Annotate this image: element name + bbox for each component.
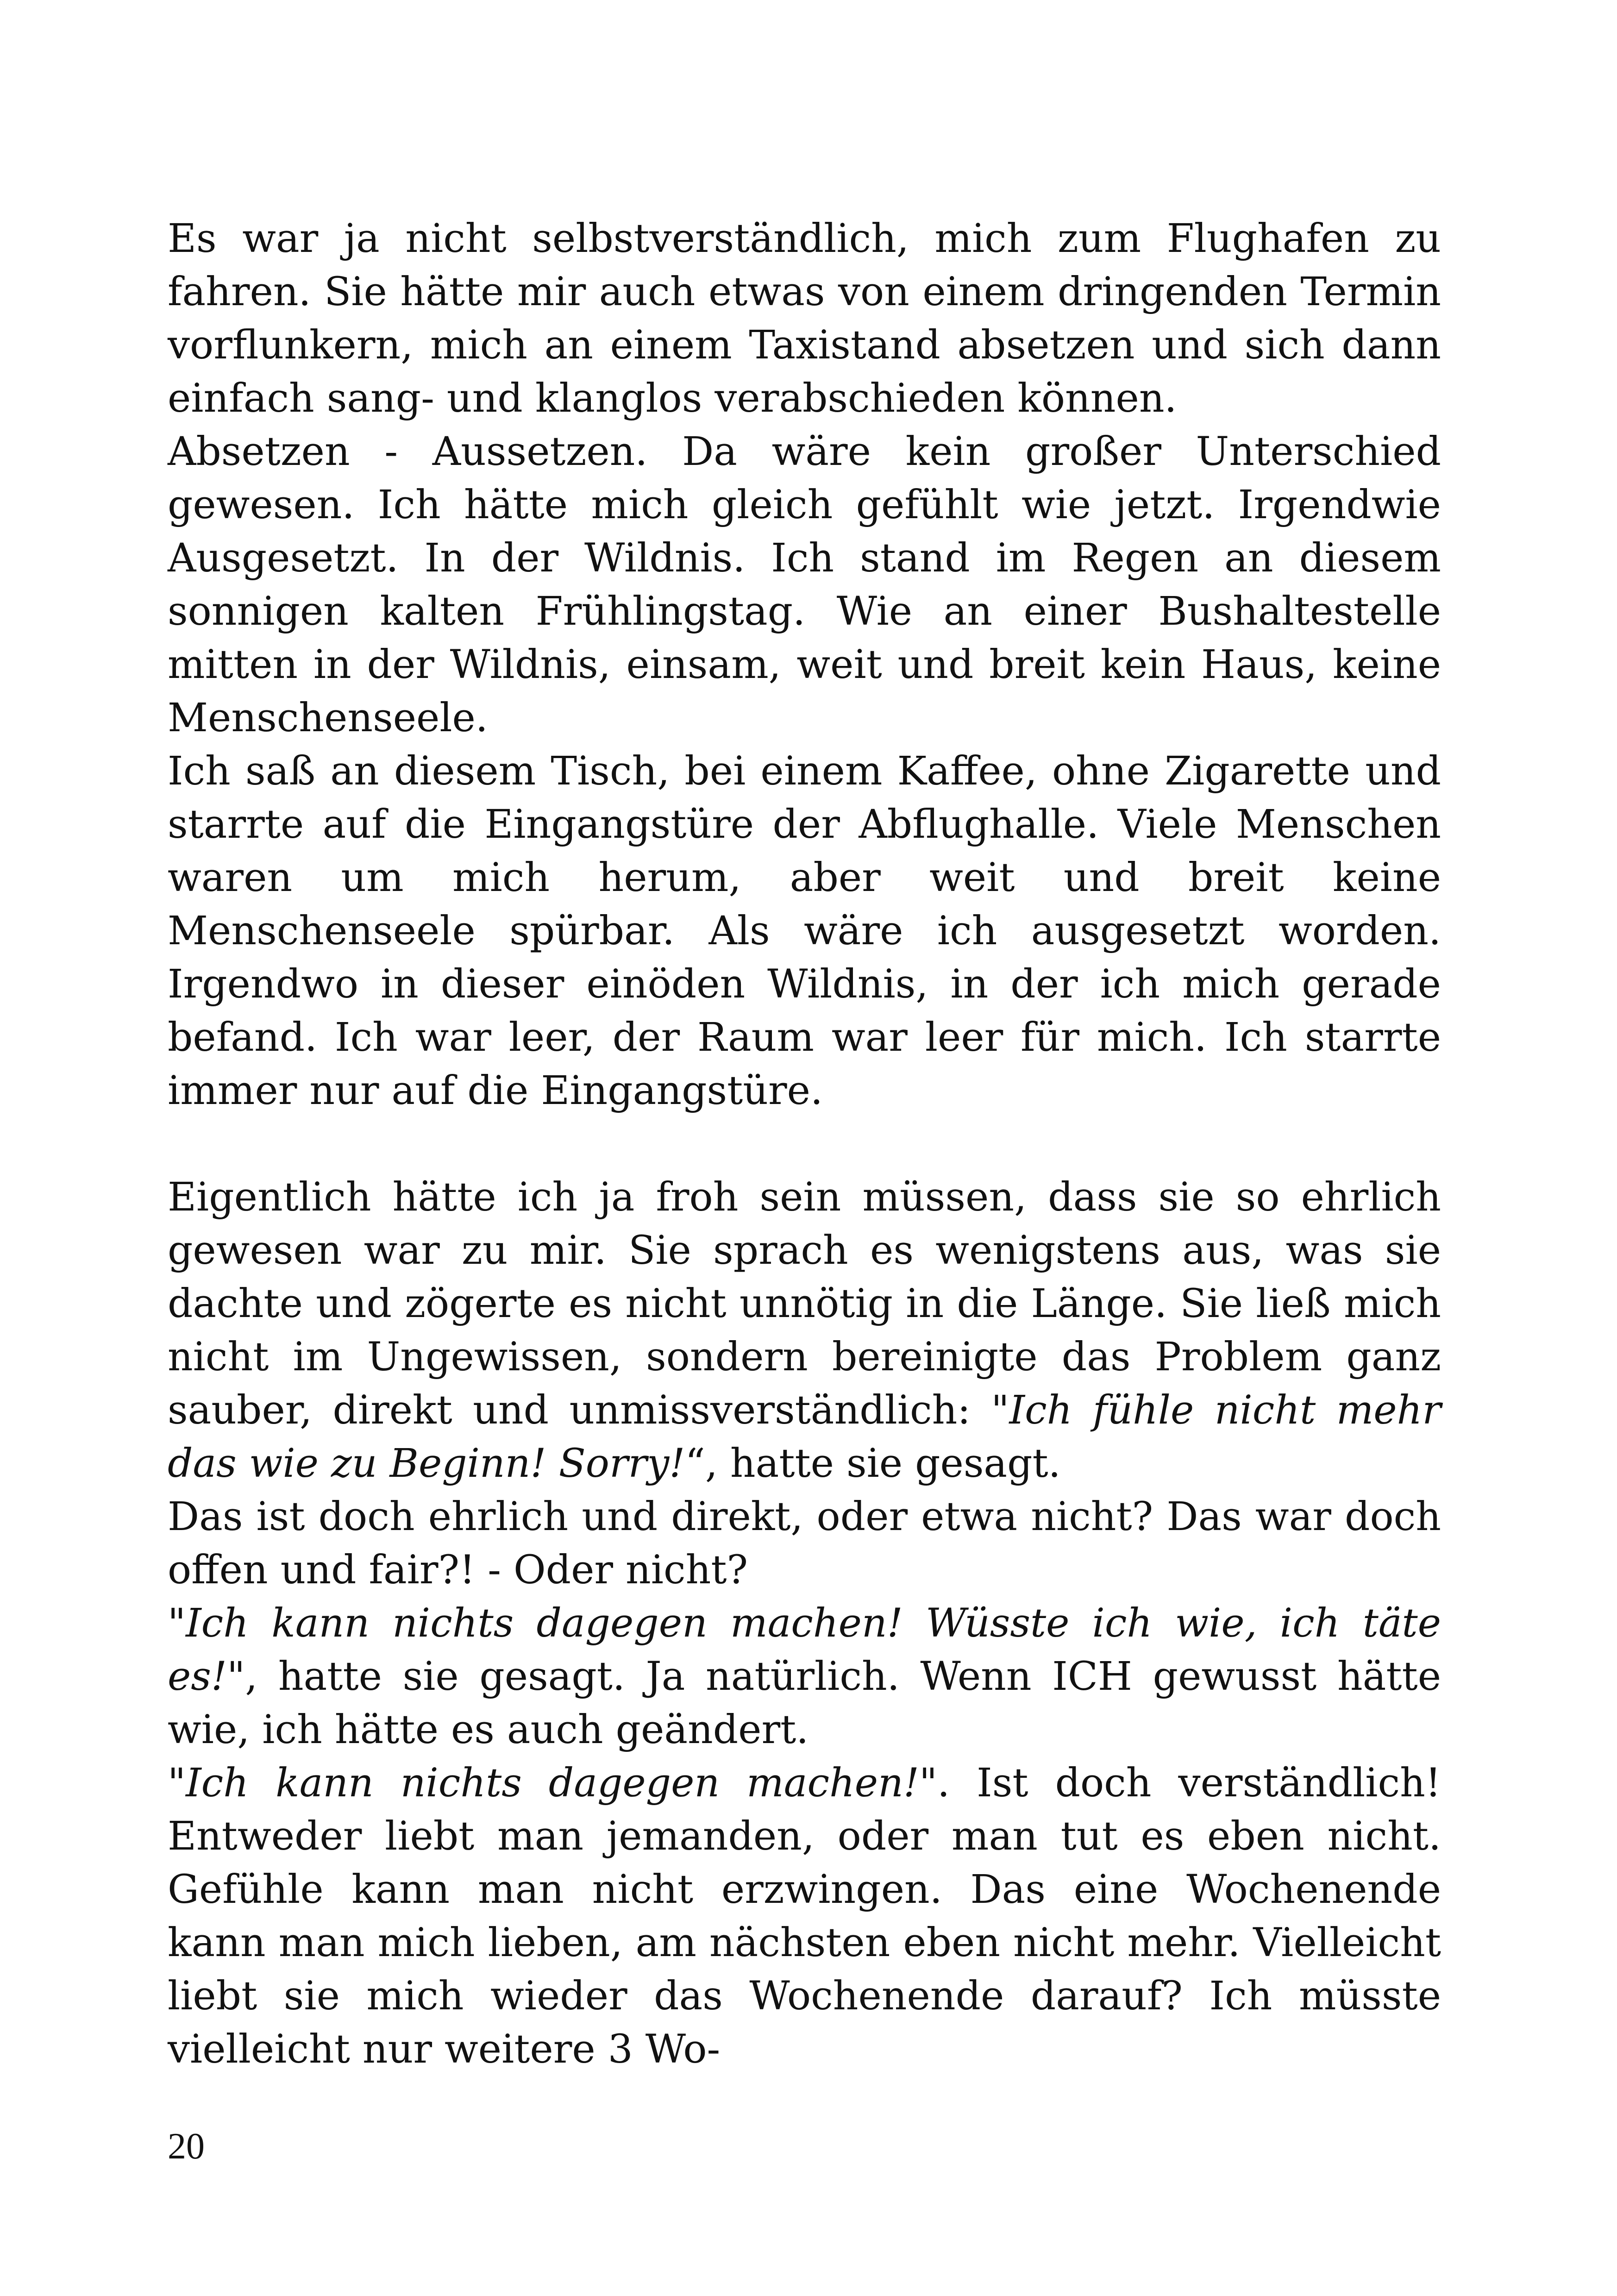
quoted-speech: Ich kann nichts dagegen machen! Wüsste ich wie, ich täte es! bbox=[168, 1600, 1441, 1700]
paragraph bbox=[168, 1597, 1441, 1757]
paragraph bbox=[168, 745, 1441, 1117]
text-run: “, hatte sie gesagt. bbox=[685, 1441, 1061, 1487]
paragraph bbox=[168, 1490, 1441, 1597]
text-run: Absetzen - Aussetzen. Da wäre kein großer Unterschied gewesen. Ich hätte mich gleich gefühlt wie jetzt. Irgendwie Ausgesetzt. In der Wildnis. Ich stand im Regen an diesem sonnigen kalten Frühlingstag. Wie an einer Bushaltestelle mitten in der Wildnis, einsam, weit und breit kein Haus, keine Menschenseele. bbox=[168, 429, 1441, 741]
paragraph bbox=[168, 425, 1441, 745]
text-run: ", hatte sie gesagt. Ja natürlich. Wenn ICH gewusst hätte wie, ich hätte es auch geändert. bbox=[168, 1654, 1441, 1753]
text-run: ". Ist doch verständlich! Entweder liebt man jemanden, oder man tut es eben nicht. Gefühle kann man nicht erzwingen. Das eine Wochenende kann man mich lieben, am nächsten eben nicht mehr. Vielleicht liebt sie mich wieder das Wochenende darauf? Ich müsste vielleicht nur weitere 3 Wo- bbox=[168, 1760, 1441, 2072]
text-run: " bbox=[168, 1760, 186, 1806]
paragraph bbox=[168, 1171, 1441, 1490]
paragraph bbox=[168, 1757, 1441, 2076]
page-number: 20 bbox=[168, 2126, 205, 2167]
text-run: Ich saß an diesem Tisch, bei einem Kaffee, ohne Zigarette und starrte auf die Eingangstüre der Abflughalle. Viele Menschen waren um mich herum, aber weit und breit keine Menschenseele spürbar. Als wäre ich ausgesetzt worden. Irgendwo in dieser einöden Wildnis, in der ich mich gerade befand. Ich war leer, der Raum war leer für mich. Ich starrte immer nur auf die Eingangstüre. bbox=[168, 748, 1441, 1114]
text-run: Das ist doch ehrlich und direkt, oder etwa nicht? Das war doch offen und fair?! - Oder nicht? bbox=[168, 1494, 1441, 1593]
paragraph bbox=[168, 212, 1441, 425]
body-text bbox=[168, 212, 1441, 2076]
quoted-speech: Ich kann nichts dagegen machen! bbox=[186, 1760, 920, 1806]
quoted-speech: Ich fühle nicht mehr das wie zu Beginn! Sorry! bbox=[168, 1387, 1441, 1487]
text-run: Es war ja nicht selbstverständlich, mich zum Flughafen zu fahren. Sie hätte mir auch etwas von einem dringenden Termin vorflunkern, mich an einem Taxistand absetzen und sich dann einfach sang- und klanglos verabschieden können. bbox=[168, 216, 1441, 421]
text-run: Eigentlich hätte ich ja froh sein müssen, dass sie so ehrlich gewesen war zu mir. Sie sprach es wenigstens aus, was sie dachte und zögerte es nicht unnötig in die Länge. Sie ließ mich nicht im Ungewissen, sondern bereinigte das Problem ganz sauber, direkt und unmissverständlich: " bbox=[168, 1174, 1441, 1433]
text-run: " bbox=[168, 1600, 186, 1646]
